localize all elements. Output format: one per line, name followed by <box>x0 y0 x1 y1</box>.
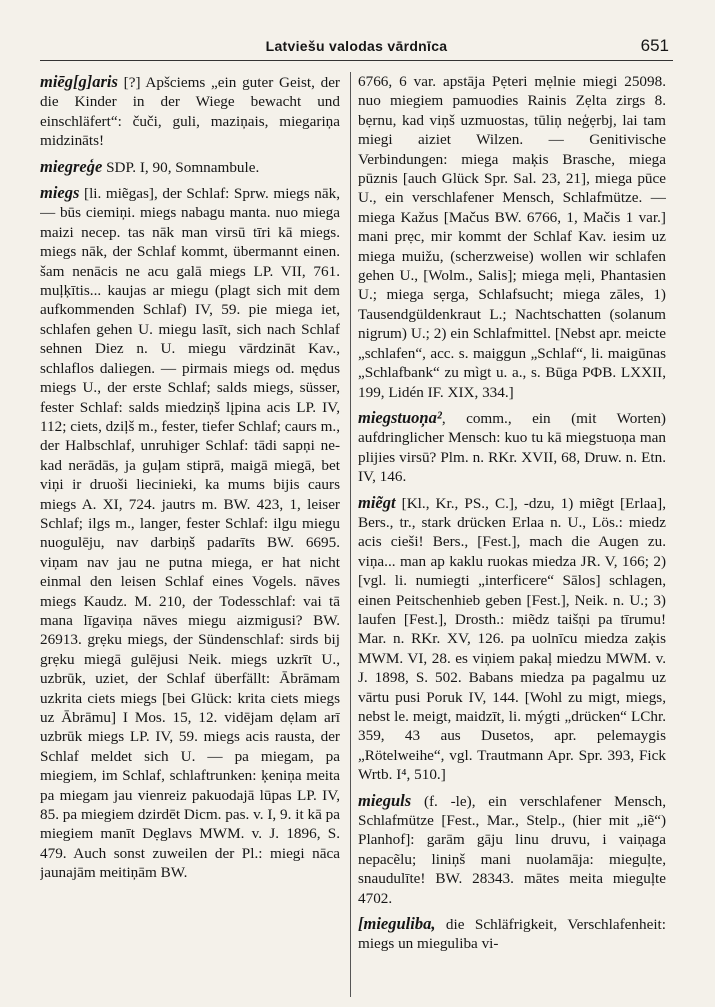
entry-text: SDP. I, 90, Somnambule. <box>102 158 260 176</box>
header-title: Latviešu valodas vārdnīca <box>265 38 448 54</box>
entry-headword: miegstuoņa² <box>358 407 442 427</box>
running-header <box>40 34 673 61</box>
dictionary-entry <box>358 914 666 954</box>
left-column <box>40 72 340 997</box>
entry-text: [li. miẽgas], der Schlaf: Sprw. miegs nāk, — būs ciemiņi. miegs nabagu manta. nuo miega maizi necep. tas nāk man virsū tīri kā miegs. miegs nāk, der Schlaf kommt, übermannt einen. šam nenācis ne acu galā miegs LP. VII, 761. muļķītis... kaujas ar miegu (plagt sich mit dem aufkommenden Schlaf) IV, 59. pie miega iet, schlafen gehen U. miegu lasīt, sich nach Schlaf sehnen Diez n. U. miegu vārdzināt Kav., schlaflos daliegen. — pirmais miegs od. mędus miegs U., der erste Schlaf; salds miegs, süsser, fester Schlaf: salds miedziņš lįpina acis LP. IV, 112; ciets, dziļš m., fester, tiefer Schlaf; caurs m., der Halbschlaf, unruhiger Schlaf: tādi sapņi ne-kad nerādās, ja guļam stiprā, maigā miegā, bet viņi ir druoši liecinieki, ka mums bijis caurs miegs A. XI, 724. jautrs m. BW. 423, 1, leiser Schlaf; ilgs m., langer, fester Schlaf: ilgu miegu nuogulēju, nav darbiņš padarīts BW. 6695. viņam nav jau ne putna miega, er hat nicht einmal den leisen Schlaf eines Vogels. nāves miegs Kaudz. M. 210, der Todesschlaf: vai tā mana līgaviņa nāves miegu aizmigusi? BW. 26913. grẹku miegs, der Sündenschlaf: sirds bij grẹku miegā gulējusi Neik. miegs uzkrīt U., uzbrūk, uziet, der Schlaf überfällt: Ābrāmam uzkrita ciets miegs [bei Glück: krita ciets miegs uz Ābrāmu] I Mos. 15, 12. vidējam dẹlam arī uzbrūk miegs LP. IV, 59. miegs acis rausta, der Schlaf meldet sich U. — pa miegam, pa miegiem, im Schlaf, schlaftrunken: ķeniņa meita pa miegam jau vienreiz pakuodajā lūpas LP. IV, 85. pa miegiem dzirdēt Dicm. pas. v. I, 9. it kā pa miegiem manīt Dẹglavs MWM. v. J. 1896, S. 479. Auch sonst zuweilen der Pl.: miegi nāca jaunajām meitiņām BW. <box>40 185 340 882</box>
dictionary-entry <box>358 408 666 487</box>
dictionary-entry <box>40 72 340 151</box>
entry-headword: mieguls <box>358 790 412 810</box>
page-number: 651 <box>640 36 669 55</box>
entry-headword: [mieguliba, <box>358 914 436 934</box>
entry-text: die Schläfrigkeit, Verschlafenheit: miegs un mieguliba vi- <box>358 916 666 953</box>
entry-text: (f. -le), ein verschlafener Mensch, Schlafmütze [Fest., Mar., Stelp., (hier mit „iẽ“) Planhof]: garām gāju linu druvu, i vaiņaga nepacẽlu; liniņš mani nuolamāja: mieguļte, snaudulīte! BW. 28343. mātes meita mieguļte 4702. <box>358 792 666 907</box>
dictionary-entry <box>40 157 340 177</box>
dictionary-entry-continuation <box>358 72 666 402</box>
entry-text: , comm., ein (mit Worten) aufdringlicher Mensch: kuo tu kā miegstuoņa man plijies virsū? Plm. n. RKr. XVII, 68, Druw. n. Etn. IV, 146. <box>358 409 666 486</box>
right-column <box>358 72 666 997</box>
entry-headword: miēg[g]aris <box>40 72 118 91</box>
entry-headword: miegreģe <box>40 156 103 176</box>
entry-text: [Kl., Kr., PS., C.], -dzu, 1) miẽgt [Erlaa], Bers., tr., stark drücken Erlaa n. U., Lös.: miedz acis cieši! Bers., [Fest.], mach die Augen zu. viņa... man ap kaklu ruokas miedza JR. V, 166; 2) [vgl. li. numiegti „interficere“ Sālos] schlagen, einen Peitschenhieb geben [Fest.], Neik. n. U.; 3) laufen [Fest.], Drosth.: miẽdz taišņi pa tīrumu! Mar. n. RKr. XV, 126. pa uolnīcu miedza zaķis MWM. VI, 28. es viņiem pakaļ miedzu MWM. v. J. 1898, S. 502. Babans miedza pa pagalmu uz vārtu pusi Poruk IV, 144. [Wohl zu migt, miegs, nebst le. meigt, maidzīt, li. mýgti „drücken“ LChr. 359, 43 aus Dusetos, apr. pelemaygis „Rötelweihe“, vgl. Trautmann Apr. Spr. 393, Fick Wrtb. I⁴, 510.] <box>358 494 666 784</box>
dictionary-entry <box>358 791 666 908</box>
column-divider <box>350 72 351 997</box>
dictionary-entry <box>40 183 340 883</box>
entry-text: 6766, 6 var. apstāja Pẹteri mẹlnie miegi 25098. nuo miegiem pamuodies Rainis Zẹlta zirgs 8. bẹrnu, kad viņš uzmuostas, tūliņ neģẹrbj, lai tam miegi aiziet Wilzen. — Genitivische Verbindungen: miega maķis Brasche, miega pūznis [auch Glück Spr. Sal. 23, 21], miega pūce U., ein verschlafener Mensch, Schlafmütze. — miega Kažus [Mačus BW. 6766, 1, Mačis 1 var.] mani prẹc, mir kommt der Schlaf Kav. iesim uz miega muižu, (scherzweise) wollen wir schlafen gehen U., [Wolm., Salis]; miega mẹli, Phantasien U.; miega sẹrga, Schlafsucht; miega zāles, 1) Tausendgüldenkraut L.; Nachtschatten (solanum nigrum) U.; 2) ein Schlafmittel. [Nebst apr. meicte „schlafen“, acc. s. maiggun „Schlaf“, li. maigūnas „Schlafbank“ zu mìgt u. a., s. Būga РФВ. LXXII, 199, Lidén IF. XIX, 334.] <box>358 73 666 401</box>
entry-headword: miẽgt <box>358 492 396 512</box>
entry-headword: miegs <box>40 183 80 203</box>
entry-text: [?] Apšciems „ein guter Geist, der die Kinder in der Wiege bewacht und einschläfert“: čuči, guli, maziņais, miegariņa midzināts! <box>40 74 340 150</box>
dictionary-entry <box>358 493 666 785</box>
